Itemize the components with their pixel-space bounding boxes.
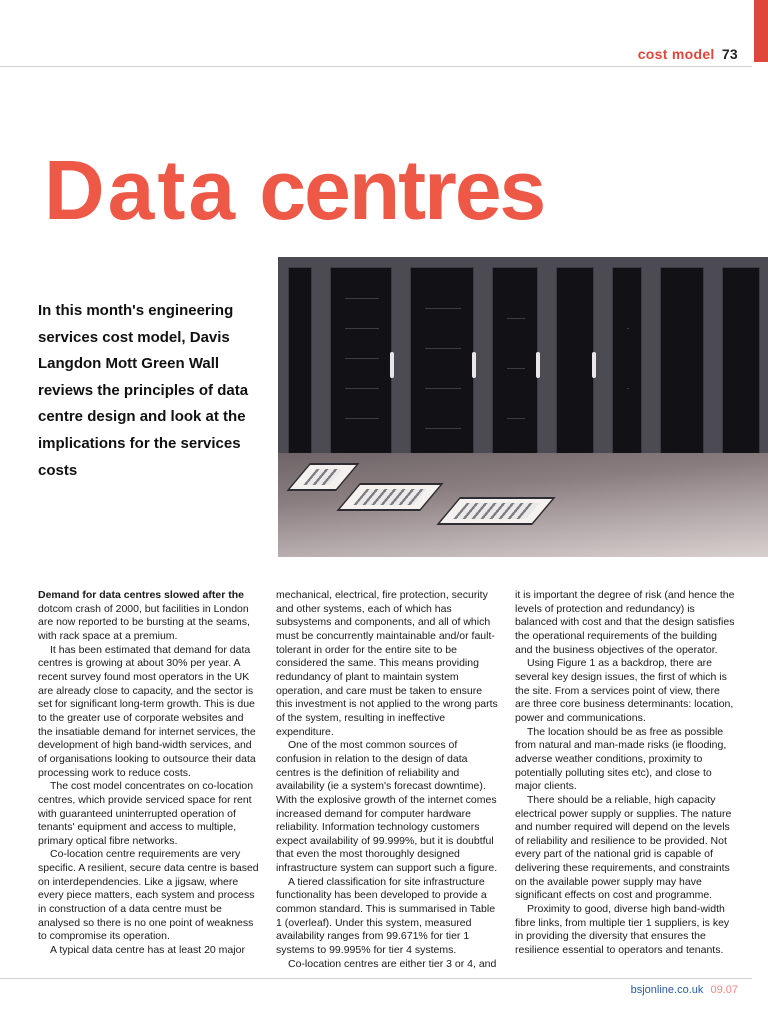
- data-centre-photo: [278, 257, 768, 557]
- floor-grille: [336, 483, 443, 511]
- server-cabinet: [320, 257, 402, 479]
- paragraph: A typical data centre has at least 20 major: [50, 944, 245, 957]
- paragraph: Proximity to good, diverse high band-width fibre links, from multiple tier 1 suppliers, is key in providing the diversity that ensures the resilience essential to operators and tenants.: [515, 903, 730, 957]
- paragraph: A tiered classification for site infrastructure functionality has been developed to provide a common standard. This is summarised in Table 1 (overleaf). Under this system, measured availability ranges from 99.671% for tier 1 systems to 99.995% for tier 4 systems.: [276, 875, 496, 957]
- paragraph: Using Figure 1 as a backdrop, there are several key design issues, the first of which is the site. From a services point of view, there are three core business determinants: location, power and communications.: [515, 657, 734, 724]
- rack-line: [627, 328, 629, 329]
- cabinet-door: [660, 267, 704, 473]
- server-cabinet: [650, 257, 714, 479]
- paragraph: There should be a reliable, high capacity electrical power supply or supplies. The nature and number required will depend on the levels of reliability and resilience to be provided. Not every part of the national grid is capable of delivering these requirements, and constraints on the available power supply may have significant effects on cost and programme.: [515, 793, 732, 902]
- grille-slats: [303, 469, 342, 485]
- grille-slats: [353, 489, 426, 505]
- cabinet-door: [410, 267, 474, 473]
- paragraph: The cost model concentrates on co-location centres, which provide serviced space for rent with guaranteed uninterrupted operation of tenants' equipment and access to multiple, primary optical fibre networks.: [38, 780, 254, 847]
- rack-line: [507, 368, 525, 369]
- title-word-2: centres: [259, 143, 545, 237]
- server-cabinet: [482, 257, 548, 479]
- title-word-1: Data: [44, 143, 239, 237]
- article-title: [44, 143, 545, 237]
- header-rule: [0, 66, 752, 67]
- rack-line: [627, 388, 629, 389]
- cabinet-handle: [390, 352, 394, 378]
- article-column-3: [515, 589, 737, 958]
- paragraph: One of the most common sources of confusion in relation to the design of data centres is the definition of reliability and availability (ie a system's forecast downtime). With the explosive growth of the internet comes increased demand for computer hardware reliability. Information technology customers expect availability of 99.999%, but it is doubtful that even the most thoroughly designed infrastructure system can support such a figure.: [276, 739, 498, 875]
- issue-date: 09.07: [710, 984, 738, 996]
- cabinet-handle: [472, 352, 476, 378]
- corner-tab: [754, 0, 768, 62]
- footer-rule: [0, 978, 752, 979]
- grille-slats: [453, 503, 538, 519]
- rack-line: [425, 308, 461, 309]
- paragraph: Co-location centres are either tier 3 or 4, and: [288, 957, 497, 970]
- lead-in: Demand for data centres slowed after the: [38, 589, 244, 601]
- lead-rest: dotcom crash of 2000, but facilities in London are now reported to be bursting at the seams, with rack space at a premium.: [38, 602, 250, 642]
- paragraph: The location should be as free as possible from natural and man-made risks (ie flooding, adverse weather conditions, proximity to potentially polluting sites etc), and close to major clients.: [515, 725, 727, 793]
- rack-line: [345, 418, 379, 419]
- raised-floor: [278, 453, 768, 557]
- site-link[interactable]: bsjonline.co.uk: [630, 984, 704, 996]
- cabinet-door: [556, 267, 594, 473]
- paragraph: mechanical, electrical, fire protection, security and other systems, each of which has subsystems and components, and all of which must be concurrently maintainable and/or fault-tolerant in order for the entire site to be considered the same. This means providing redundancy of plant to maintain system operation, and care must be taken to ensure this investment is not applied to the wrong parts of the system, resulting in ineffective expenditure.: [276, 589, 498, 738]
- paragraph: it is important the degree of risk (and hence the levels of protection and redundancy) is balanced with cost and that the design satisfies the operational requirements of the building and the business objectives of the operator.: [515, 589, 735, 656]
- server-cabinet: [278, 257, 322, 479]
- rack-line: [507, 318, 525, 319]
- rack-line: [507, 418, 525, 419]
- page-number: 73: [721, 46, 738, 62]
- cabinet-handle: [536, 352, 540, 378]
- rack-line: [345, 328, 379, 329]
- paragraph: Co-location centre requirements are very specific. A resilient, secure data centre is based on interdependencies. Like a jigsaw, where every piece matters, each system and process in construction of a data centre must be analysed so there is no one point of weakness to compromise its operation.: [38, 848, 259, 943]
- rack-line: [345, 298, 379, 299]
- article-column-2: [276, 589, 498, 971]
- floor-grille: [436, 497, 555, 525]
- cabinet-door: [288, 267, 312, 473]
- cabinet-door: [722, 267, 760, 473]
- server-cabinet: [400, 257, 484, 479]
- page-footer: [631, 984, 738, 996]
- rack-line: [345, 358, 379, 359]
- server-cabinet: [602, 257, 652, 479]
- cabinet-door: [330, 267, 392, 473]
- cabinet-handle: [592, 352, 596, 378]
- article-column-1: [38, 589, 260, 958]
- running-head: [638, 46, 738, 62]
- cabinet-door: [612, 267, 642, 473]
- server-cabinet: [546, 257, 604, 479]
- rack-line: [425, 428, 461, 429]
- floor-grille: [286, 463, 359, 491]
- paragraph: It has been estimated that demand for data centres is growing at about 30% per year. A recent survey found most operators in the UK are already close to capacity, and the sector is set for significant long-term growth. This is due to the greater use of corporate websites and the insatiable demand for internet services, the development of high band-width services, and of organisations looking to outsource their data processing work to reduce costs.: [38, 643, 256, 779]
- rack-line: [345, 388, 379, 389]
- section-name: cost model: [637, 46, 715, 62]
- rack-line: [425, 388, 461, 389]
- server-cabinet: [712, 257, 768, 479]
- rack-line: [425, 348, 461, 349]
- standfirst: In this month's engineering services cost model, Davis Langdon Mott Green Wall reviews the principles of data centre design and look at the implications for the services costs: [38, 302, 249, 479]
- paragraph: [38, 589, 260, 644]
- cabinet-door: [492, 267, 538, 473]
